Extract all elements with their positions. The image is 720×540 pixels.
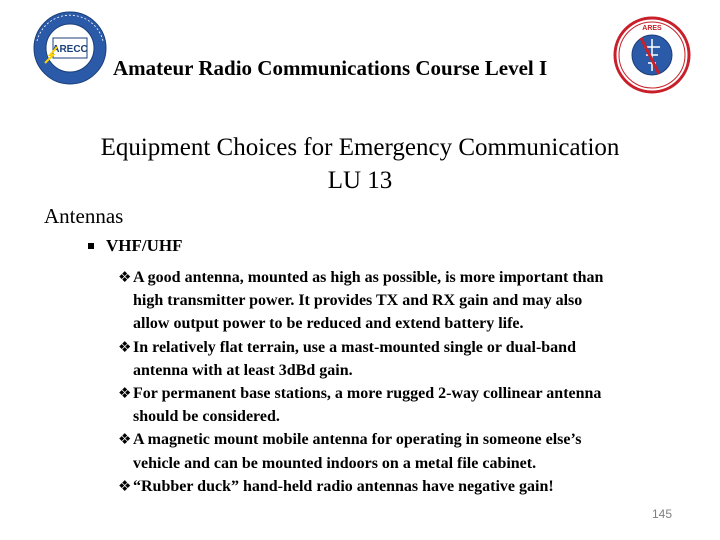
arecc-logo xyxy=(33,11,107,85)
bullet-line: antenna with at least 3dBd gain. xyxy=(133,361,353,379)
ares-logo xyxy=(613,16,691,94)
bullet-list xyxy=(118,266,708,498)
diamond-clover-bullet-icon: ❖ xyxy=(118,337,132,356)
diamond-clover-bullet-icon: ❖ xyxy=(118,476,132,495)
slide-title-line-2: LU 13 xyxy=(327,167,393,194)
course-title: Amateur Radio Communications Course Level I xyxy=(113,56,548,80)
page-number: 145 xyxy=(652,507,673,521)
arecc-logo-label: ARECC xyxy=(52,44,88,55)
slide-title xyxy=(0,131,720,197)
bullet-line: For permanent base stations, a more rugged 2-way collinear antenna xyxy=(133,385,602,403)
bullet-line: “Rubber duck” hand-held radio antennas have negative gain! xyxy=(133,477,554,495)
slide-title-line-1: Equipment Choices for Emergency Communication xyxy=(100,134,620,161)
bullet-item xyxy=(118,382,708,428)
subheading-label: VHF/UHF xyxy=(106,236,183,255)
bullet-item xyxy=(118,266,708,336)
subheading-vhf-uhf xyxy=(88,236,183,256)
bullet-line: should be considered. xyxy=(133,408,280,426)
bullet-line: A good antenna, mounted as high as possible, is more important than xyxy=(133,269,604,286)
bullet-item xyxy=(118,475,708,498)
square-bullet-icon xyxy=(88,243,94,249)
section-heading: Antennas xyxy=(44,204,124,228)
diamond-clover-bullet-icon: ❖ xyxy=(118,430,132,449)
bullet-item xyxy=(118,428,708,474)
bullet-line: In relatively flat terrain, use a mast-mounted single or dual-band xyxy=(133,338,576,356)
bullet-line: high transmitter power. It provides TX and RX gain and may also xyxy=(133,292,583,310)
bullet-item xyxy=(118,336,708,382)
bullet-line: allow output power to be reduced and extend battery life. xyxy=(133,315,524,333)
diamond-clover-bullet-icon: ❖ xyxy=(118,384,132,403)
ares-logo-label: ARES xyxy=(642,25,662,32)
diamond-clover-bullet-icon: ❖ xyxy=(118,268,132,286)
bullet-line: vehicle and can be mounted indoors on a metal file cabinet. xyxy=(133,454,537,472)
bullet-line: A magnetic mount mobile antenna for operating in someone else’s xyxy=(133,431,582,449)
